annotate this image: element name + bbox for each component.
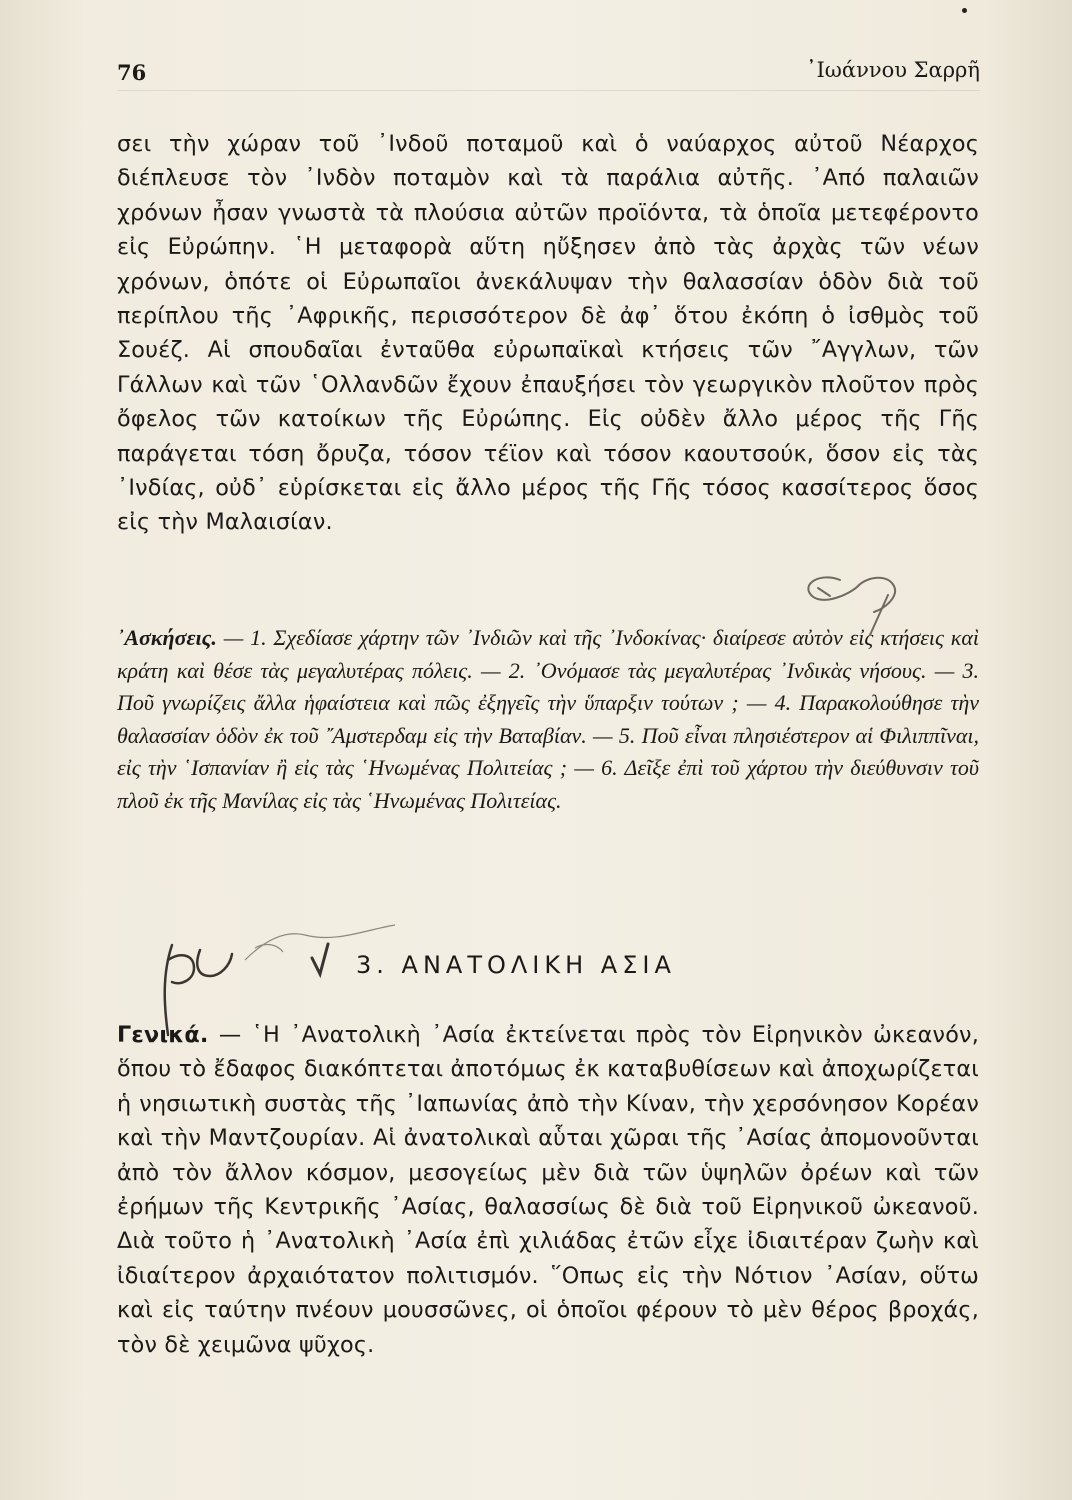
exercises-text: — 1. Σχεδίασε χάρτην τῶν ᾿Ινδιῶν καὶ τῆς ᾿Ινδοκίνας· διαίρεσε αὐτὸν εἰς κτήσεις καὶ κράτη καὶ θέσε τὰς μεγαλυτέρας πόλεις. — 2. ᾿Ονόμασε τὰς μεγαλυτέρας ᾿Ινδικὰς νήσους. — 3. Ποῦ γνωρίζεις ἄλλα ἡφαίστεια καὶ πῶς ἐξηγεῖς τὴν ὕπαρξιν τούτων ; — 4. Παρακολούθησε τὴν θαλασσίαν ὁδὸν ἐκ τοῦ ῎Αμστερδαμ εἰς τὴν Βαταβίαν. — 5. Ποῦ εἶναι πλησιέστερον αἱ Φιλιππῖναι, εἰς τὴν ῾Ισπανίαν ἢ εἰς τὰς ῾Ηνωμένας Πολιτείας ; — 6. Δεῖξε ἐπὶ τοῦ χάρτου τὴν διεύθυνσιν τοῦ πλοῦ ἐκ τῆς Μανίλας εἰς τὰς ῾Ηνωμένας Πολιτείας. — [117, 625, 979, 813]
exercises-block — [117, 622, 979, 817]
paragraph-2 — [117, 1018, 979, 1362]
exercises-lead: ᾿Ασκήσεις. — [117, 625, 217, 650]
ink-dot — [962, 8, 967, 13]
section-text: — ῾Η ᾿Ανατολικὴ ᾿Ασία ἐκτείνεται πρὸς τὸν Εἰρηνικὸν ὠκεανόν, ὅπου τὸ ἔδαφος διακόπτεται ἀποτόμως ἐκ καταβυθίσεων καὶ ἀποχωρίζεται ἡ νησιωτικὴ συστὰς τῆς ᾿Ιαπωνίας ἀπὸ τὴν Κίναν, τὴν χερσόνησον Κορέαν καὶ τὴν Μαντζουρίαν. Αἱ ἀνατολικαὶ αὗται χῶραι τῆς ᾿Ασίας ἀπομονοῦνται ἀπὸ τὸν ἄλλον κόσμον, μεσογείως μὲν διὰ τῶν ὑψηλῶν ὀρέων καὶ τῶν ἐρήμων τῆς Κεντρικῆς ᾿Ασίας, θαλασσίως δὲ διὰ τοῦ Εἰρηνικοῦ ὠκεανοῦ. Διὰ τοῦτο ἡ ᾿Ανατολικὴ ᾿Ασία ἐπὶ χιλιάδας ἐτῶν εἶχε ἰδιαιτέραν ζωὴν καὶ ἰδιαίτερον ἀρχαιότατον πολιτισμόν. ῞Οπως εἰς τὴν Νότιον ᾿Ασίαν, οὕτω καὶ εἰς ταύτην πνέουν μουσσῶνες, οἱ ὁποῖοι φέρουν τὸ μὲν θέρος βροχάς, τὸν δὲ χειμῶνα ψῦχος. — [117, 1022, 979, 1358]
header-rule — [117, 90, 980, 91]
section-title: 3. ΑΝΑΤΟΛΙΚΗ ΑΣΙΑ — [356, 951, 676, 979]
running-head: ᾿Ιωάννου Σαρρῆ — [805, 58, 980, 82]
section-lead: Γενικά. — [117, 1022, 209, 1048]
paragraph-1: σει τὴν χώραν τοῦ ᾿Ινδοῦ ποταμοῦ καὶ ὁ ναύαρχος αὐτοῦ Νέαρχος διέπλευσε τὸν ᾿Ινδὸν ποταμὸν καὶ τὰ παράλια αὐτῆς. ᾿Από παλαιῶν χρόνων ἦσαν γνωστὰ τὰ πλούσια αὐτῶν προϊόντα, τὰ ὁποῖα μετεφέροντο εἰς Εὐρώπην. ῾Η μεταφορὰ αὕτη ηὔξησεν ἀπὸ τὰς ἀρχὰς τῶν νέων χρόνων, ὁπότε οἱ Εὐρωπαῖοι ἀνεκάλυψαν τὴν θαλασσίαν ὁδὸν διὰ τοῦ περίπλου τῆς ᾿Αφρικῆς, περισσότερον δὲ ἀφ᾿ ὅτου ἐκόπη ὁ ἰσθμὸς τοῦ Σουέζ. Αἱ σπουδαῖαι ἐνταῦθα εὐρωπαϊκαὶ κτήσεις τῶν ῎Αγγλων, τῶν Γάλλων καὶ τῶν ῾Ολλανδῶν ἔχουν ἐπαυξήσει τὸν γεωργικὸν πλοῦτον πρὸς ὄφελος τῶν κατοίκων τῆς Εὐρώπης. Εἰς οὐδὲν ἄλλο μέρος τῆς Γῆς παράγεται τόση ὄρυζα, τόσον τέϊον καὶ τόσον καουτσούκ, ὅσον εἰς τὰς ᾿Ινδίας, οὐδ᾿ εὑρίσκεται εἰς ἄλλο μέρος τῆς Γῆς τόσος κασσίτερος ὅσος εἰς τὴν Μαλαισίαν. — [117, 131, 979, 536]
page-number: 76 — [117, 60, 147, 85]
